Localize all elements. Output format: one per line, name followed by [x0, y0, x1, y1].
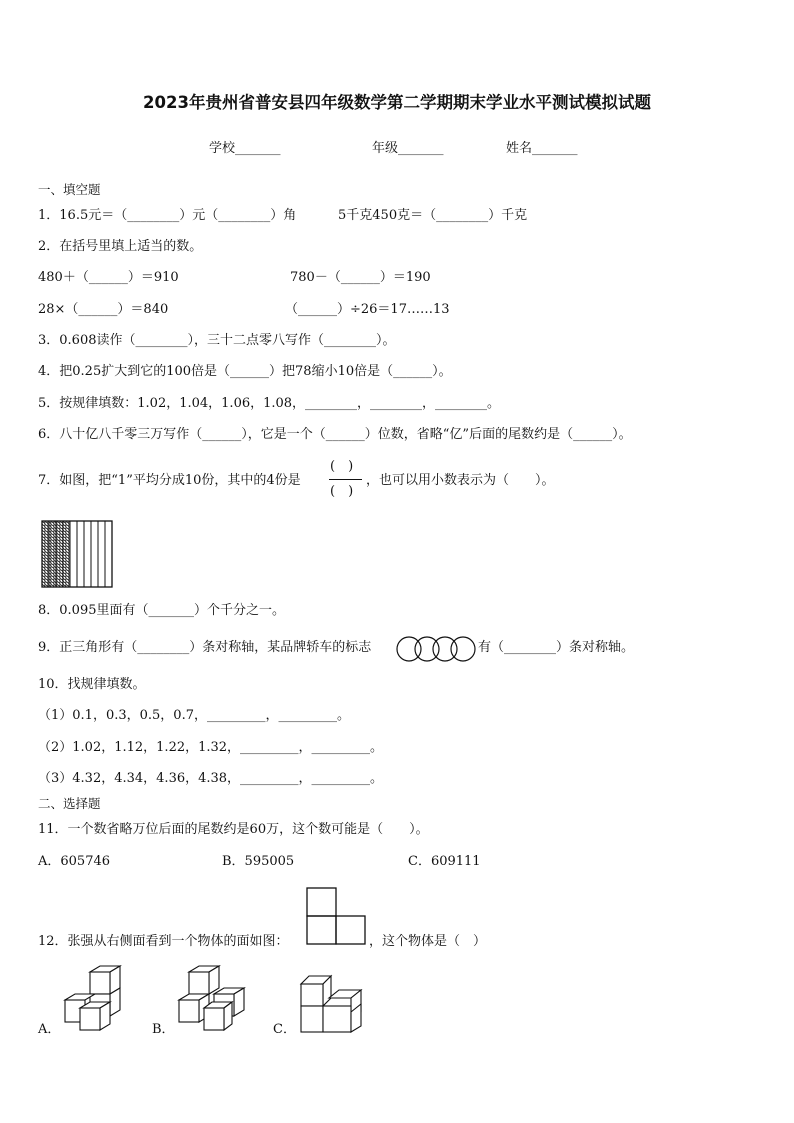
- question-12-option-b-label[interactable]: B．: [152, 1022, 175, 1037]
- question-2-item-a: 480＋（______）＝910: [38, 270, 179, 285]
- question-12-part-a: 12．张强从右侧面看到一个物体的面如图：: [38, 934, 289, 949]
- question-6: 6．八十亿八千零三万写作（______），它是一个（______）位数，省略“亿”后面的尾数约是（______）。: [38, 427, 632, 442]
- school-field[interactable]: 学校_______: [209, 141, 281, 156]
- question-11-option-b[interactable]: B．595005: [222, 854, 295, 869]
- question-2-item-c: 28×（______）＝840: [38, 302, 169, 317]
- question-7-part-a: 7．如图，把“1”平均分成10份，其中的4份是: [38, 473, 301, 488]
- question-3: 3．0.608读作（________），三十二点零八写作（________）。: [38, 333, 396, 348]
- question-10: 10．找规律填数。: [38, 677, 146, 692]
- question-2: 2．在括号里填上适当的数。: [38, 239, 203, 254]
- fraction-denominator: ( ): [330, 484, 354, 499]
- option-c-cubes-figure[interactable]: [296, 968, 371, 1040]
- question-10-item-3: （3）4.32，4.34，4.36，4.38，_________，_________。: [38, 771, 384, 786]
- grade-field[interactable]: 年级_______: [372, 141, 444, 156]
- question-5: 5．按规律填数：1.02，1.04，1.06，1.08，________，________，________。: [38, 396, 501, 411]
- question-11-option-c[interactable]: C．609111: [408, 854, 481, 869]
- name-field[interactable]: 姓名_______: [506, 141, 578, 156]
- question-1-part-a: 1．16.5元＝（________）元（________）角: [38, 208, 297, 223]
- section-fill-heading: 一、填空题: [38, 182, 101, 197]
- question-9-part-a: 9．正三角形有（________）条对称轴，某品牌轿车的标志: [38, 640, 372, 655]
- page-title: 2023年贵州省普安县四年级数学第二学期期末学业水平测试模拟试题: [143, 93, 651, 112]
- question-12-option-c-label[interactable]: C．: [273, 1022, 296, 1037]
- question-9-part-b: 有（________）条对称轴。: [478, 640, 635, 655]
- question-11-option-a[interactable]: A．605746: [38, 854, 111, 869]
- question-12-option-a-label[interactable]: A．: [38, 1022, 61, 1037]
- question-2-item-d: （______）÷26＝17……13: [285, 302, 450, 317]
- question-2-item-b: 780－（______）＝190: [290, 270, 431, 285]
- question-11: 11．一个数省略万位后面的尾数约是60万，这个数可能是（ ）。: [38, 822, 429, 837]
- question-8: 8．0.095里面有（_______）个千分之一。: [38, 603, 285, 618]
- question-7-part-b: ，也可以用小数表示为（ ）。: [366, 473, 555, 488]
- fraction-bar: [329, 479, 362, 480]
- side-view-figure: [306, 887, 368, 947]
- question-10-item-1: （1）0.1，0.3，0.5，0.7，_________，_________。: [38, 708, 350, 723]
- four-rings-logo-icon: [396, 635, 478, 663]
- section-choice-heading: 二、选择题: [38, 796, 101, 811]
- fraction-numerator: ( ): [330, 459, 354, 474]
- option-a-cubes-figure[interactable]: [60, 962, 130, 1042]
- option-b-cubes-figure[interactable]: [174, 962, 249, 1042]
- question-1-part-b: 5千克450克＝（________）千克: [338, 208, 528, 223]
- question-10-item-2: （2）1.02，1.12，1.22，1.32，_________，_________。: [38, 740, 384, 755]
- question-4: 4．把0.25扩大到它的100倍是（______）把78缩小10倍是（______）。: [38, 364, 452, 379]
- tenths-strip-figure: [41, 520, 113, 588]
- question-12-part-b: ，这个物体是（ ）: [369, 934, 487, 949]
